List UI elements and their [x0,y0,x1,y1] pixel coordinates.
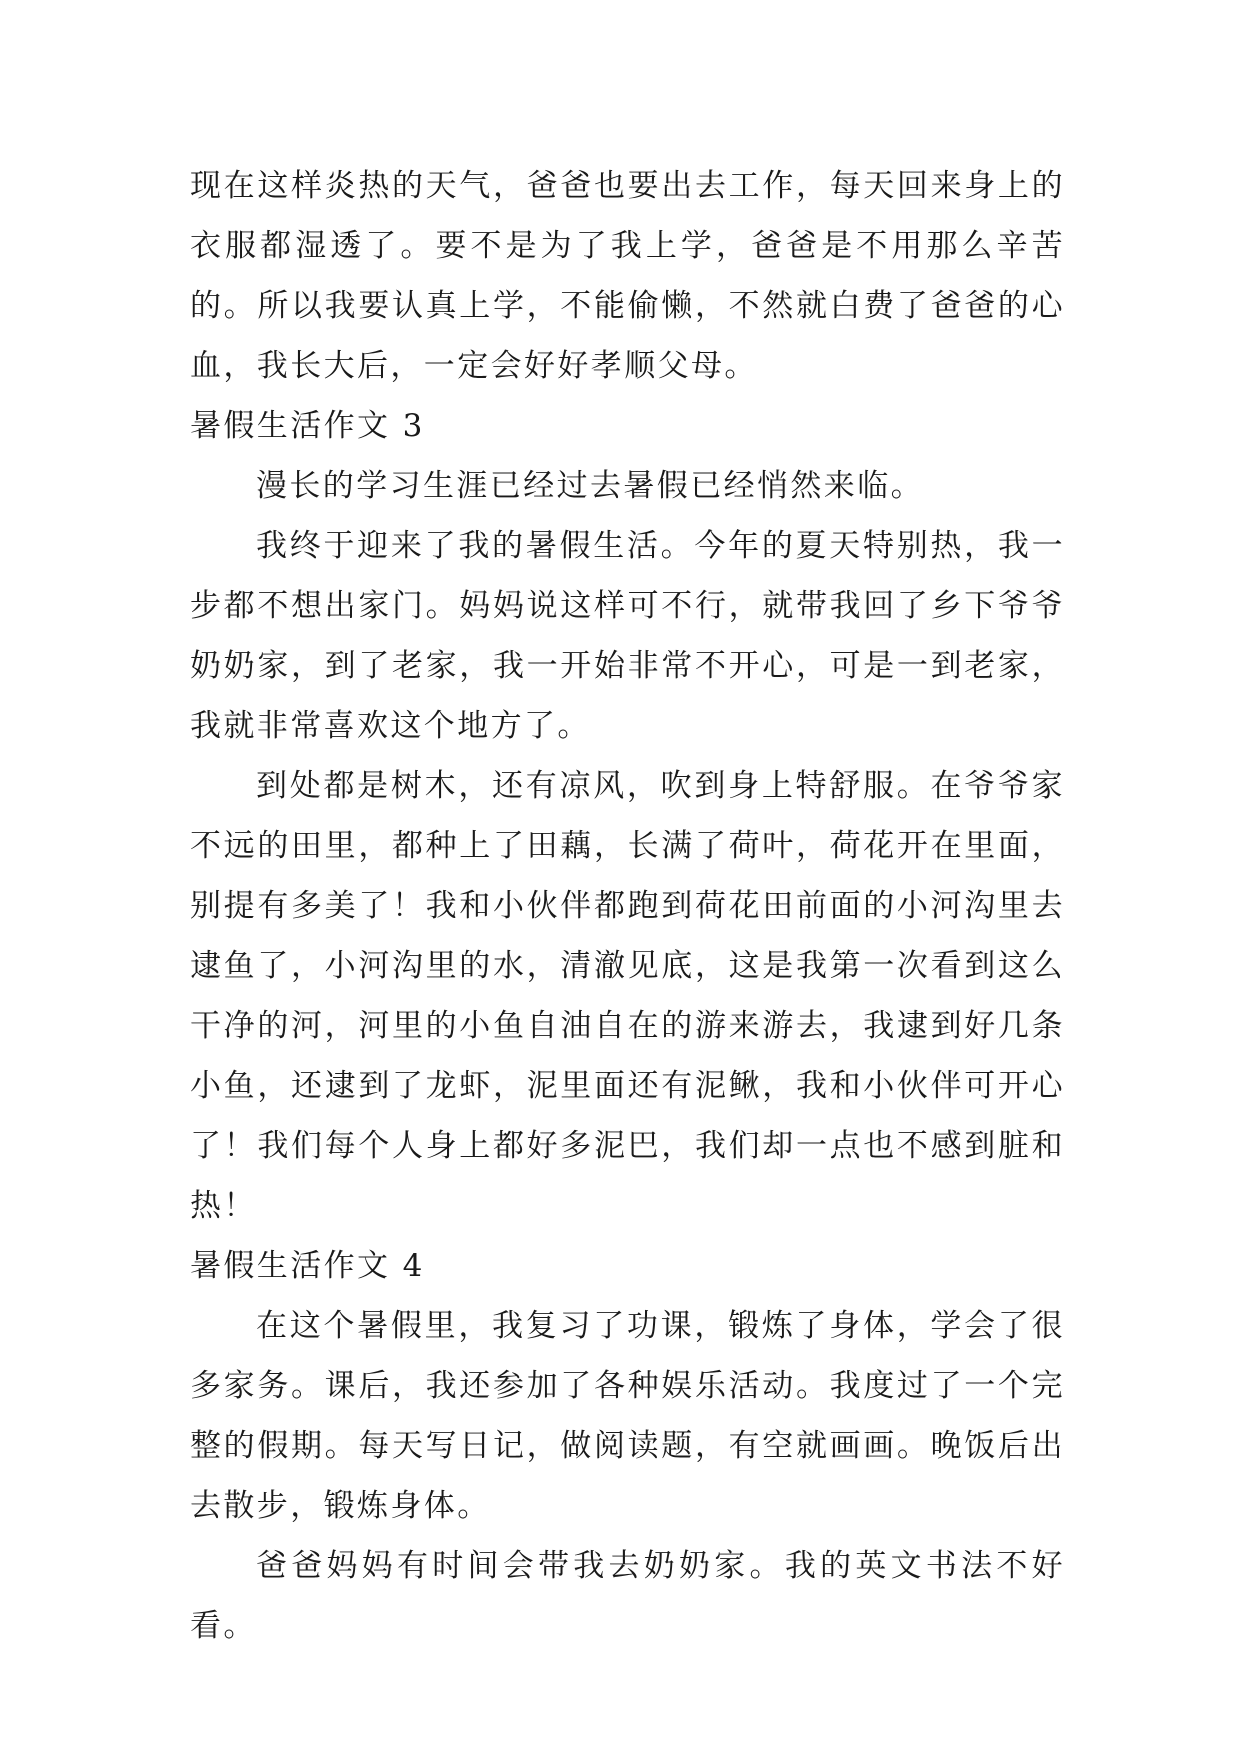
paragraph: 现在这样炎热的天气，爸爸也要出去工作，每天回来身上的衣服都湿透了。要不是为了我上学，爸爸是不用那么辛苦的。所以我要认真上学，不能偷懒，不然就白费了爸爸的心血，我长大后，一定会好好孝顺父母。 [190,168,1065,384]
paragraph: 到处都是树木，还有凉风，吹到身上特舒服。在爷爷家不远的田里，都种上了田藕，长满了荷叶，荷花开在里面，别提有多美了！我和小伙伴都跑到荷花田前面的小河沟里去逮鱼了，小河沟里的水，清澈见底，这是我第一次看到这么干净的河，河里的小鱼自油自在的游来游去，我逮到好几条小鱼，还逮到了龙虾，泥里面还有泥鳅，我和小伙伴可开心了！我们每个人身上都好多泥巴，我们却一点也不感到脏和热！ [190,768,1065,1224]
paragraph: 在这个暑假里，我复习了功课，锻炼了身体，学会了很多家务。课后，我还参加了各种娱乐活动。我度过了一个完整的假期。每天写日记，做阅读题，有空就画画。晚饭后出去散步，锻炼身体。 [190,1308,1065,1524]
paragraph: 爸爸妈妈有时间会带我去奶奶家。我的英文书法不好看。 [190,1548,1065,1644]
section-heading: 暑假生活作文 4 [190,1248,425,1284]
document-body [190,156,1065,1656]
paragraph: 漫长的学习生涯已经过去暑假已经悄然来临。 [256,468,924,504]
section-heading: 暑假生活作文 3 [190,408,425,444]
paragraph: 我终于迎来了我的暑假生活。今年的夏天特别热，我一步都不想出家门。妈妈说这样可不行，就带我回了乡下爷爷奶奶家，到了老家，我一开始非常不开心，可是一到老家，我就非常喜欢这个地方了。 [190,528,1065,744]
